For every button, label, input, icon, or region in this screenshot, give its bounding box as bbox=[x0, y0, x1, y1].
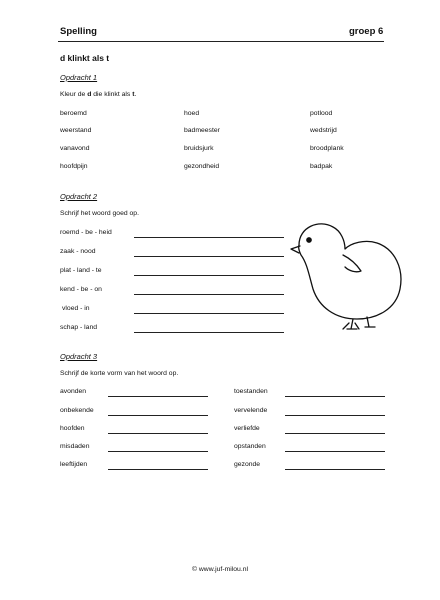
exercise-3-title: Opdracht 3 bbox=[60, 352, 98, 361]
word-cell[interactable]: badpak bbox=[310, 163, 333, 170]
page-title: Spelling bbox=[60, 26, 97, 37]
long-form-word: misdaden bbox=[60, 443, 90, 450]
word-cell[interactable]: broodplank bbox=[310, 145, 344, 152]
long-form-word: verliefde bbox=[234, 425, 260, 432]
answer-line[interactable] bbox=[134, 294, 284, 295]
exercise-2-instruction: Schrijf het woord goed op. bbox=[60, 210, 139, 217]
answer-line[interactable] bbox=[108, 433, 208, 434]
group-label: groep 6 bbox=[349, 26, 384, 37]
word-cell[interactable]: vanavond bbox=[60, 145, 90, 152]
syllable-prompt: roemd - be - heid bbox=[60, 229, 112, 236]
topic-heading: d klinkt als t bbox=[60, 53, 110, 63]
exercise-2-title: Opdracht 2 bbox=[60, 192, 98, 201]
long-form-word: onbekende bbox=[60, 407, 94, 414]
answer-line[interactable] bbox=[134, 237, 284, 238]
syllable-prompt: kend - be - on bbox=[60, 286, 102, 293]
answer-line[interactable] bbox=[108, 415, 208, 416]
word-cell[interactable]: hoed bbox=[184, 110, 200, 117]
answer-line[interactable] bbox=[108, 469, 208, 470]
chick-illustration bbox=[285, 213, 405, 333]
exercise-1-title: Opdracht 1 bbox=[60, 73, 98, 82]
syllable-prompt: plat - land - te bbox=[60, 267, 102, 274]
answer-line[interactable] bbox=[285, 433, 385, 434]
answer-line[interactable] bbox=[285, 469, 385, 470]
answer-line[interactable] bbox=[285, 451, 385, 452]
answer-line[interactable] bbox=[108, 396, 208, 397]
word-cell[interactable]: wedstrijd bbox=[310, 127, 337, 134]
word-cell[interactable]: gezondheid bbox=[184, 163, 220, 170]
answer-line[interactable] bbox=[134, 332, 284, 333]
long-form-word: leeftijden bbox=[60, 461, 88, 468]
long-form-word: toestanden bbox=[234, 388, 268, 395]
syllable-prompt: zaak - nood bbox=[60, 248, 96, 255]
long-form-word: hoofden bbox=[60, 425, 85, 432]
footer-copyright: © www.juf-milou.nl bbox=[192, 566, 248, 573]
word-cell[interactable]: potlood bbox=[310, 110, 333, 117]
long-form-word: opstanden bbox=[234, 443, 266, 450]
word-cell[interactable]: bruidsjurk bbox=[184, 145, 214, 152]
word-cell[interactable]: hoofdpijn bbox=[60, 163, 88, 170]
answer-line[interactable] bbox=[285, 396, 385, 397]
long-form-word: gezonde bbox=[234, 461, 261, 468]
exercise-3-instruction: Schrijf de korte vorm van het woord op. bbox=[60, 370, 179, 377]
word-cell[interactable]: weerstand bbox=[60, 127, 92, 134]
answer-line[interactable] bbox=[108, 451, 208, 452]
word-cell[interactable]: badmeester bbox=[184, 127, 220, 134]
long-form-word: vervelende bbox=[234, 407, 268, 414]
word-cell[interactable]: beroemd bbox=[60, 110, 87, 117]
answer-line[interactable] bbox=[134, 275, 284, 276]
syllable-prompt: schap - land bbox=[60, 324, 98, 331]
answer-line[interactable] bbox=[134, 313, 284, 314]
exercise-1-instruction: Kleur de d die klinkt als t. bbox=[60, 91, 137, 98]
syllable-prompt: vloed - in bbox=[62, 305, 90, 312]
answer-line[interactable] bbox=[285, 415, 385, 416]
header-divider bbox=[58, 41, 384, 42]
answer-line[interactable] bbox=[134, 256, 284, 257]
long-form-word: avonden bbox=[60, 388, 87, 395]
